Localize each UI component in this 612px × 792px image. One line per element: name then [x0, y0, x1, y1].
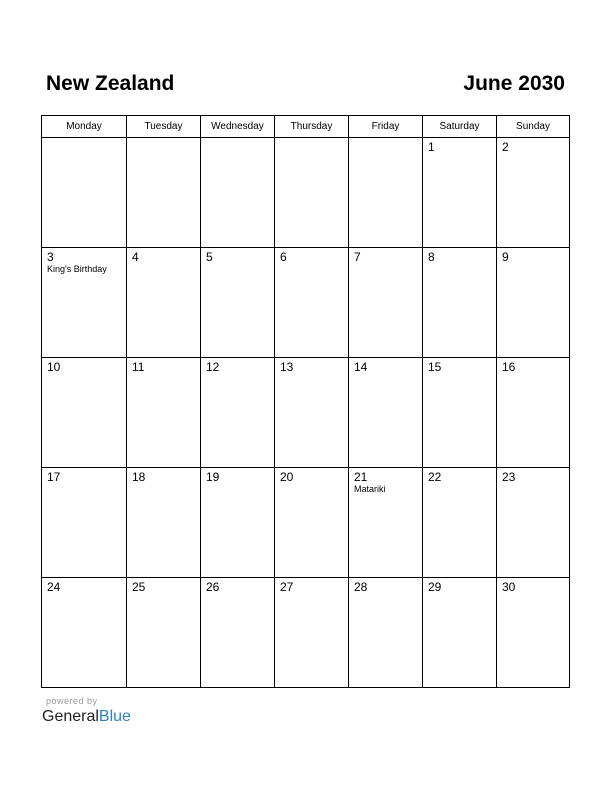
- day-cell: [497, 468, 569, 577]
- day-cell: [275, 358, 349, 467]
- day-number: 6: [280, 250, 287, 264]
- day-number: 29: [428, 580, 442, 594]
- day-number: 25: [132, 580, 146, 594]
- day-cell: [201, 358, 275, 467]
- week-row: [42, 358, 569, 468]
- day-cell: [275, 248, 349, 357]
- day-number: 10: [47, 360, 61, 374]
- day-cell: [201, 468, 275, 577]
- day-number: 2: [502, 140, 509, 154]
- weekday-header-row: [42, 116, 569, 138]
- holiday-label: King's Birthday: [47, 264, 107, 274]
- day-cell: [349, 468, 423, 577]
- generalblue-logo: [42, 696, 131, 727]
- weekday-label-saturday: Saturday: [423, 116, 497, 137]
- day-number: 1: [428, 140, 435, 154]
- day-cell: [275, 578, 349, 687]
- day-number: 23: [502, 470, 516, 484]
- day-cell: [497, 248, 569, 357]
- day-number: 11: [132, 360, 145, 374]
- day-number: 26: [206, 580, 220, 594]
- weekday-label-monday: Monday: [42, 116, 127, 137]
- day-cell: [201, 138, 275, 247]
- day-number: 17: [47, 470, 61, 484]
- day-cell: [349, 138, 423, 247]
- weekday-label-tuesday: Tuesday: [127, 116, 201, 137]
- day-cell: [127, 358, 201, 467]
- day-cell: [42, 358, 127, 467]
- day-cell: [275, 138, 349, 247]
- day-cell: [127, 578, 201, 687]
- day-cell: [349, 358, 423, 467]
- day-number: 12: [206, 360, 220, 374]
- day-cell: [201, 248, 275, 357]
- brand-name: [42, 707, 131, 727]
- week-row: [42, 248, 569, 358]
- day-number: 21: [354, 470, 368, 484]
- day-cell: [127, 468, 201, 577]
- day-cell: [42, 578, 127, 687]
- day-cell: [423, 468, 497, 577]
- day-number: 30: [502, 580, 516, 594]
- day-number: 16: [502, 360, 516, 374]
- day-cell: [423, 578, 497, 687]
- week-row: [42, 468, 569, 578]
- day-cell: [497, 138, 569, 247]
- weekday-label-sunday: Sunday: [516, 121, 550, 132]
- day-number: 4: [132, 250, 139, 264]
- day-cell: [423, 138, 497, 247]
- week-row: [42, 578, 569, 687]
- day-cell: [127, 138, 201, 247]
- holiday-label: Matariki: [354, 484, 386, 494]
- weeks-container: [42, 138, 569, 687]
- day-number: 14: [354, 360, 368, 374]
- day-cell: [349, 578, 423, 687]
- day-cell: [42, 138, 127, 247]
- day-number: 18: [132, 470, 146, 484]
- day-cell: [201, 578, 275, 687]
- day-cell: [127, 248, 201, 357]
- day-number: 27: [280, 580, 294, 594]
- day-cell: [42, 248, 127, 357]
- day-number: 3: [47, 250, 54, 264]
- day-number: 28: [354, 580, 368, 594]
- weekday-label-wednesday: Wednesday: [201, 116, 275, 137]
- country-title: New Zealand: [46, 72, 175, 95]
- day-cell: [423, 358, 497, 467]
- day-cell: [497, 358, 569, 467]
- brand-blue: Blue: [98, 708, 131, 725]
- brand-general: General: [42, 708, 99, 725]
- week-row: [42, 138, 569, 248]
- day-number: 19: [206, 470, 220, 484]
- day-number: 7: [354, 250, 361, 264]
- calendar-grid: [41, 115, 570, 688]
- day-cell: [349, 248, 423, 357]
- day-number: 22: [428, 470, 442, 484]
- day-number: 13: [280, 360, 294, 374]
- weekday-label-friday: Friday: [349, 116, 423, 137]
- day-number: 5: [206, 250, 213, 264]
- day-number: 8: [428, 250, 435, 264]
- day-number: 20: [280, 470, 294, 484]
- day-number: 15: [428, 360, 442, 374]
- day-cell: [497, 578, 569, 687]
- day-number: 9: [502, 250, 509, 264]
- day-cell: [275, 468, 349, 577]
- weekday-label-thursday: Thursday: [275, 116, 349, 137]
- day-cell: [42, 468, 127, 577]
- powered-by-label: powered by: [46, 696, 98, 706]
- day-number: 24: [47, 580, 61, 594]
- month-year-title: June 2030: [463, 72, 565, 95]
- day-cell: [423, 248, 497, 357]
